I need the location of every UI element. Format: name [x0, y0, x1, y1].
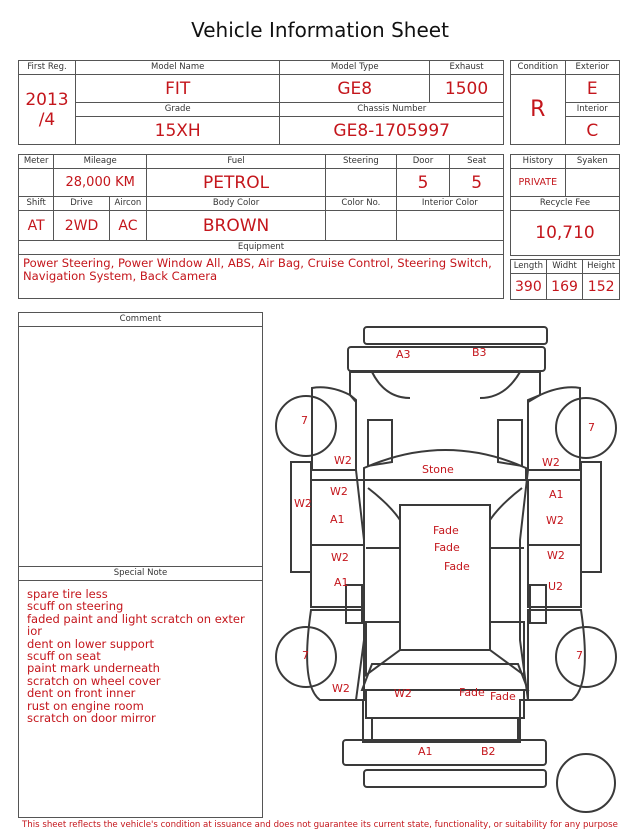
mark-rear-door-l-2: A1	[330, 513, 345, 526]
meter-label: Meter	[19, 155, 54, 169]
mark-rear-left: A3	[396, 348, 411, 361]
list-item: spare tire less	[27, 587, 108, 601]
mirror-right	[530, 585, 546, 623]
mark-rear-door-r-1: A1	[549, 488, 564, 501]
mark-front-door-l-1: W2	[331, 551, 349, 564]
grade-value: 15XH	[75, 117, 279, 145]
wheel-rear-right	[556, 398, 616, 458]
mark-front-right: B2	[481, 745, 496, 758]
condition-value: R	[511, 75, 566, 145]
steering-label: Steering	[326, 155, 397, 169]
spec-table	[18, 154, 504, 299]
special-note-box	[18, 566, 263, 818]
vehicle-info-table	[18, 60, 504, 145]
shift-label: Shift	[19, 197, 54, 211]
special-note-list	[19, 581, 262, 724]
height-value: 152	[583, 274, 620, 300]
shift-value: AT	[19, 211, 54, 241]
chassis-number-label: Chassis Number	[280, 103, 504, 117]
steering-value	[326, 169, 397, 197]
drive-value: 2WD	[54, 211, 109, 241]
interior-label: Interior	[565, 103, 619, 117]
mark-wheel-rr: 7	[588, 421, 595, 434]
interior-color-value	[396, 211, 503, 241]
mileage-label: Mileage	[54, 155, 147, 169]
recycle-fee-label: Recycle Fee	[511, 197, 620, 211]
body-color-value: BROWN	[147, 211, 326, 241]
mark-front-door-r-1: W2	[547, 549, 565, 562]
list-item: paint mark underneath	[27, 661, 160, 676]
list-item: dent on lower support	[27, 636, 155, 651]
list-item: scuff on steering	[27, 599, 124, 614]
page-title: Vehicle Information Sheet	[191, 18, 449, 42]
comment-label: Comment	[19, 313, 262, 327]
mark-front-door-l-2: A1	[334, 576, 349, 589]
equipment-label: Equipment	[19, 241, 504, 255]
height-label: Height	[583, 260, 620, 274]
exterior-value: E	[565, 75, 619, 103]
mileage-value: 28,000 KM	[54, 169, 147, 197]
model-type-label: Model Type	[280, 61, 430, 75]
aircon-label: Aircon	[109, 197, 146, 211]
model-name-value: FIT	[75, 75, 279, 103]
history-table	[510, 154, 620, 256]
list-item: faded paint and light scratch on exter	[27, 611, 245, 626]
list-item: scratch on wheel cover	[27, 673, 161, 688]
equipment-value: Power Steering, Power Window All, ABS, Air Bag, Cruise Control, Steering Switch, Navigation System, Back Camera	[19, 255, 504, 299]
color-no-label: Color No.	[326, 197, 397, 211]
list-item: rust on engine room	[27, 698, 144, 713]
mark-bumper-3: Fade	[490, 690, 516, 703]
list-item: scuff on seat	[27, 649, 101, 664]
mark-side-left: W2	[294, 497, 312, 510]
seat-label: Seat	[450, 155, 504, 169]
special-note-label: Special Note	[19, 567, 262, 581]
color-no-value	[326, 211, 397, 241]
model-type-value: GE8	[280, 75, 430, 103]
mark-front-door-r-2: U2	[548, 580, 564, 593]
wheel-front-right	[556, 627, 616, 687]
first-reg-value	[19, 75, 76, 145]
mark-hood-1: Fade	[433, 524, 459, 537]
condition-table	[510, 60, 620, 145]
door-value: 5	[396, 169, 450, 197]
side-sill-left	[291, 462, 311, 572]
rear-bumper	[348, 347, 545, 371]
first-reg-label: First Reg.	[19, 61, 76, 75]
width-value: 169	[546, 274, 583, 300]
mark-roof: Stone	[422, 463, 454, 476]
meter-value	[19, 169, 54, 197]
car-body-outline	[350, 372, 540, 742]
mark-hood-2: Fade	[434, 541, 460, 554]
mark-wheel-fl: 7	[302, 649, 309, 662]
exhaust-value: 1500	[430, 75, 504, 103]
first-reg-month: /4	[38, 109, 56, 130]
syaken-value	[565, 169, 619, 197]
aircon-value: AC	[109, 211, 146, 241]
rear-bumper-top	[364, 327, 547, 344]
condition-label: Condition	[511, 61, 566, 75]
fuel-value: PETROL	[147, 169, 326, 197]
mark-rear-door-r-2: W2	[546, 514, 564, 527]
interior-value: C	[565, 117, 619, 145]
door-label: Door	[396, 155, 450, 169]
length-value: 390	[511, 274, 547, 300]
drive-label: Drive	[54, 197, 109, 211]
seat-value: 5	[450, 169, 504, 197]
history-value: PRIVATE	[511, 169, 566, 197]
mark-front-left: A1	[418, 745, 433, 758]
mark-wheel-fr: 7	[576, 649, 583, 662]
dimensions-table	[510, 259, 620, 300]
front-bumper	[343, 740, 546, 765]
body-color-label: Body Color	[147, 197, 326, 211]
rear-arc-left	[372, 372, 410, 398]
mark-rear-door-l-1: W2	[330, 485, 348, 498]
mark-quarter-right: W2	[542, 456, 560, 469]
interior-color-label: Interior Color	[396, 197, 503, 211]
first-reg-year: 2013	[25, 89, 69, 110]
history-label: History	[511, 155, 566, 169]
mirror-left	[346, 585, 362, 623]
syaken-label: Syaken	[565, 155, 619, 169]
exhaust-label: Exhaust	[430, 61, 504, 75]
grade-label: Grade	[75, 103, 279, 117]
front-bumper-bottom	[364, 770, 546, 787]
mark-hood-3: Fade	[444, 560, 470, 573]
list-item: dent on front inner	[27, 686, 136, 701]
mark-wheel-rl: 7	[301, 414, 308, 427]
list-item: ior	[27, 624, 42, 639]
side-sill-right	[581, 462, 601, 572]
length-label: Length	[511, 260, 547, 274]
front-hood-edge	[362, 664, 528, 690]
pillar-right	[490, 488, 522, 520]
footer-disclaimer: This sheet reflects the vehicle's condition at issuance and does not guarantee its current state, functionality, or suitability for any purpose	[22, 820, 618, 830]
width-label: Widht	[546, 260, 583, 274]
mark-rear-right: B3	[472, 346, 487, 359]
exterior-label: Exterior	[565, 61, 619, 75]
rear-arc-right	[480, 372, 520, 398]
fuel-label: Fuel	[147, 155, 326, 169]
recycle-fee-value: 10,710	[511, 211, 620, 256]
comment-box	[18, 312, 263, 567]
mark-quarter-left: W2	[334, 454, 352, 467]
chassis-number-value: GE8-1705997	[280, 117, 504, 145]
list-item: scratch on door mirror	[27, 711, 156, 726]
mark-bumper-2: Fade	[459, 686, 485, 699]
mark-bumper-1: W2	[394, 687, 412, 700]
mark-fender-left: W2	[332, 682, 350, 695]
model-name-label: Model Name	[75, 61, 279, 75]
spare-wheel	[557, 754, 615, 812]
pillar-left	[368, 488, 400, 520]
